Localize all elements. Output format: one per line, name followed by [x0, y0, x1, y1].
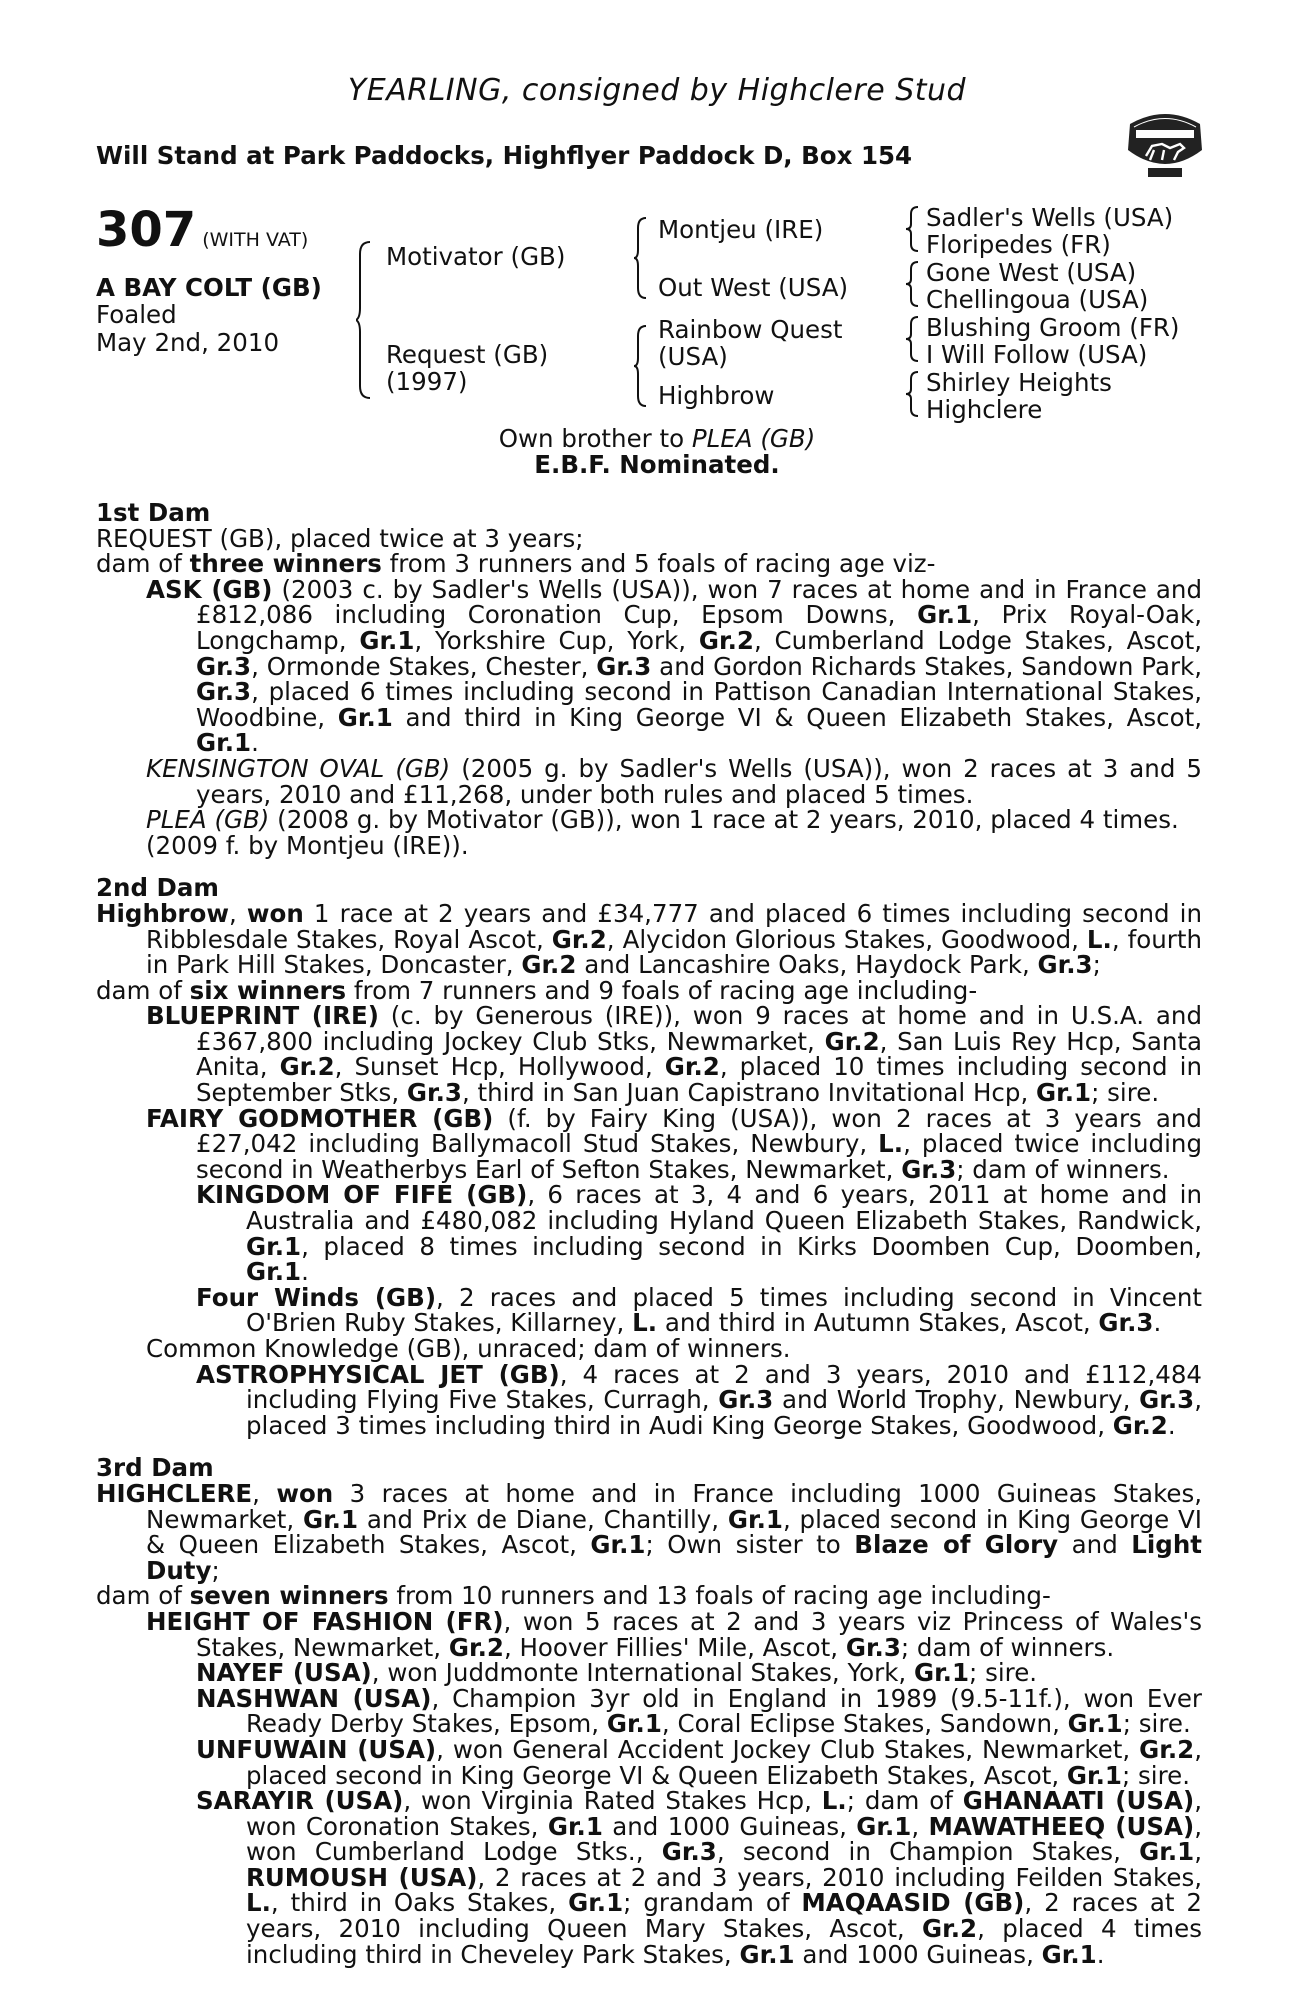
text-run: SARAYIR (USA)	[196, 1786, 404, 1816]
pedigree-brace-3c	[906, 314, 920, 364]
text-run: ;	[211, 1555, 220, 1585]
record-paragraph	[96, 1788, 1202, 1967]
sibling-notes	[0, 426, 1314, 478]
text-run: , fourth in Park Hill Stakes, Doncaster,	[146, 924, 1202, 980]
text-run: Gr.1	[568, 1888, 624, 1918]
text-run: , Yorkshire Cup, York,	[414, 625, 699, 655]
text-run: ; sire.	[1121, 1760, 1190, 1790]
text-run: Gr.1	[1041, 1939, 1097, 1969]
text-run: UNFUWAIN (USA)	[196, 1734, 437, 1764]
text-run: , Coral Eclipse Stakes, Sandown,	[661, 1709, 1068, 1739]
text-run: , Prix Royal-Oak, Longchamp,	[196, 600, 1202, 655]
text-run: , 4 races at 2 and 3 years, 2010 and £112,484 including Flying Five Stakes, Curragh,	[246, 1359, 1202, 1415]
own-brother-note	[0, 426, 1314, 452]
text-run: , placed 6 times including second in Pattison Canadian International Stakes, Woodbine,	[196, 677, 1202, 732]
dam-section	[96, 500, 1202, 858]
text-run: Gr.1	[337, 702, 393, 732]
text-run: Gr.3	[1098, 1308, 1154, 1338]
text-run: from 3 runners and 5 foals of racing age viz-	[381, 549, 936, 579]
pedigree-dam-dam-dam: Highclere	[926, 395, 1043, 424]
text-run: Gr.3	[196, 677, 252, 707]
text-run: and World Trophy, Newbury,	[773, 1385, 1140, 1415]
text-run: Gr.1	[246, 1231, 302, 1261]
record-paragraph	[96, 1734, 1202, 1790]
text-run: , won Cumberland Lodge Stks.,	[246, 1811, 1202, 1867]
text-run: , 2 races at 2 and 3 years, 2010 including Feilden Stakes,	[477, 1862, 1202, 1892]
text-run: REQUEST (GB), placed twice at 3 years;	[96, 523, 584, 553]
text-run: L.	[878, 1129, 904, 1159]
section-heading: 2nd Dam	[96, 873, 219, 903]
text-run: .	[1153, 1308, 1162, 1338]
text-run: , Ormonde Stakes, Chester,	[251, 651, 597, 681]
text-run: ,	[1194, 1837, 1202, 1867]
section-heading: 1st Dam	[96, 498, 211, 527]
text-run: and Lancashire Oaks, Haydock Park,	[576, 950, 1038, 980]
text-run: ; sire.	[969, 1658, 1038, 1688]
text-run: , won Juddmonte International Stakes, York,	[371, 1658, 914, 1688]
record-paragraph	[96, 574, 1203, 758]
text-run: (2008 g. by Motivator (GB)), won 1 race at 2 years, 2010, placed 4 times.	[269, 805, 1179, 835]
text-run: ,	[228, 898, 247, 928]
text-run: .	[251, 728, 259, 758]
pedigree-dam-year: (1997)	[386, 367, 468, 396]
text-run: and third in Autumn Stakes, Ascot,	[657, 1308, 1099, 1338]
text-run: ,	[252, 1478, 277, 1508]
text-run: Highbrow	[96, 898, 229, 928]
record-paragraph	[96, 807, 1202, 833]
dam-section	[96, 875, 1202, 1438]
text-run: PLEA (GB)	[146, 805, 270, 835]
text-run: Gr.1	[302, 1504, 359, 1534]
text-run: , Cumberland Lodge Stakes, Ascot,	[753, 625, 1202, 655]
record-paragraph	[96, 830, 1202, 860]
text-run: , placed second in King George VI & Queen Elizabeth Stakes, Ascot,	[246, 1734, 1202, 1790]
page-title: YEARLING, consigned by Highclere Stud	[347, 73, 967, 108]
text-run: ; sire.	[1122, 1709, 1191, 1739]
text-run: , won 5 races at 2 and 3 years viz Princess of Wales's Stakes, Newmarket,	[196, 1606, 1202, 1662]
text-run: Gr.1	[856, 1811, 912, 1841]
text-run: 3 races at home and in France including 1000 Guineas Stakes, Newmarket,	[146, 1478, 1203, 1534]
pedigree-brace-dam	[634, 324, 648, 408]
pedigree-dam-sire-dam: I Will Follow (USA)	[926, 340, 1148, 369]
pedigree-dam	[386, 341, 548, 395]
dam-section	[96, 1455, 1202, 1967]
text-run: Gr.1	[1067, 1709, 1123, 1739]
pedigree-dam-name: Request (GB)	[386, 340, 549, 369]
text-run: Gr.1	[913, 1658, 970, 1688]
record-paragraph	[96, 753, 1202, 809]
text-run: GHANAATI (USA)	[962, 1786, 1195, 1816]
text-run: Gr.1	[606, 1709, 662, 1739]
text-run: Gr.3	[661, 1837, 717, 1867]
text-run: L.	[632, 1308, 658, 1338]
pedigree-sire-dam-sire: Gone West (USA)	[926, 258, 1137, 287]
record-paragraph	[96, 1103, 1202, 1184]
ebf-nominated: E.B.F. Nominated.	[534, 450, 780, 479]
record-paragraph	[96, 1478, 1203, 1585]
foaled-label: Foaled	[96, 300, 177, 329]
pedigree-gen3-a	[926, 204, 1173, 258]
lot-number: 307	[96, 202, 197, 258]
text-run: Gr.1	[547, 1811, 603, 1841]
text-run: Gr.2	[824, 1026, 880, 1056]
text-run: Gr.1	[359, 625, 415, 655]
text-run: six winners	[189, 975, 347, 1005]
text-run: ASTROPHYSICAL JET (GB)	[196, 1359, 560, 1389]
text-run: Gr.3	[845, 1632, 901, 1662]
text-run: L.	[1086, 924, 1112, 954]
text-run: (f. by Fairy King (USA)), won 2 races at 3 years and £27,042 including Ballymacoll Stud Stakes, Newbury,	[196, 1103, 1202, 1159]
record-paragraph	[96, 1683, 1202, 1739]
text-run: L.	[821, 1786, 847, 1816]
pedigree-sire-dam: Out West (USA)	[658, 273, 849, 302]
text-run: L.	[246, 1888, 271, 1918]
record-paragraph	[96, 1001, 1202, 1108]
yearling-bonus-badge-icon	[1124, 98, 1206, 184]
text-run: , placed second in King George VI & Queen Elizabeth Stakes, Ascot,	[146, 1504, 1203, 1560]
text-run: ; grandam of	[623, 1888, 802, 1918]
pedigree-dam-dam-sire: Shirley Heights	[926, 368, 1112, 397]
pedigree-gen3-c	[926, 314, 1180, 368]
text-run: .	[301, 1257, 309, 1287]
text-run: ; dam of	[846, 1786, 963, 1816]
text-run: , Champion 3yr old in England in 1989 (9.5-11f.), won Ever Ready Derby Stakes, Epsom,	[246, 1683, 1202, 1739]
text-run: Gr.3	[1139, 1385, 1195, 1415]
text-run: Gr.1	[590, 1530, 646, 1560]
foaled-info	[96, 302, 279, 358]
text-run: ; dam of winners.	[900, 1632, 1115, 1662]
pedigree-brace-gen1	[356, 240, 372, 400]
text-run: Gr.2	[279, 1052, 335, 1082]
text-run: Gr.2	[521, 950, 577, 980]
pedigree-gen3-b	[926, 259, 1148, 313]
text-run: Gr.1	[246, 1257, 302, 1287]
text-run: (2003 c. by Sadler's Wells (USA)), won 7 races at home and in France and £812,086 including Coronation Cup, Epsom Downs,	[196, 574, 1202, 630]
record-paragraph	[96, 898, 1202, 980]
text-run: .	[1167, 1410, 1176, 1440]
text-run: , 2 races at 2 years, 2010 including Queen Mary Stakes, Ascot,	[246, 1888, 1202, 1944]
text-run: Gr.2	[664, 1052, 720, 1082]
text-run: , won General Accident Jockey Club Stakes, Newmarket,	[436, 1734, 1140, 1764]
text-run: , won Virginia Rated Stakes Hcp,	[403, 1786, 822, 1816]
section-heading: 3rd Dam	[96, 1453, 214, 1483]
text-run: Gr.2	[448, 1632, 504, 1662]
text-run: (c. by Generous (IRE)), won 9 races at home and in U.S.A. and £367,800 including Jockey Club Stks, Newmarket,	[196, 1001, 1202, 1056]
text-run: , San Luis Rey Hcp, Santa Anita,	[196, 1026, 1202, 1082]
record-paragraph	[96, 1660, 1202, 1686]
text-run: BLUEPRINT (IRE)	[146, 1001, 379, 1031]
text-run: , placed 8 times including second in Kirks Doomben Cup, Doomben,	[301, 1231, 1202, 1261]
text-run: Gr.2	[1139, 1734, 1195, 1764]
text-run: Light Duty	[146, 1530, 1202, 1585]
text-run: (2005 g. by Sadler's Wells (USA)), won 2 races at 3 and 5 years, 2010 and £11,268, under both rules and placed 5 times.	[196, 753, 1202, 809]
pedigree-sire-sire: Montjeu (IRE)	[658, 215, 824, 244]
text-run: (2009 f. by Montjeu (IRE)).	[146, 830, 469, 860]
text-run: Gr.2	[698, 625, 754, 655]
text-run: , placed 10 times including second in September Stks,	[196, 1052, 1202, 1108]
pedigree-brace-3b	[906, 259, 920, 309]
text-run: , Sunset Hcp, Hollywood,	[334, 1052, 665, 1082]
own-brother-prefix: Own brother to	[498, 424, 692, 453]
text-run: , 6 races at 3, 4 and 6 years, 2011 at home and in Australia and £480,082 including Hyland Queen Elizabeth Stakes, Randwick,	[246, 1180, 1202, 1236]
text-run: and 1000 Guineas,	[794, 1939, 1042, 1969]
text-run: won	[246, 898, 304, 928]
pedigree-sire: Motivator (GB)	[386, 242, 566, 271]
text-run: dam of	[96, 1581, 190, 1611]
record-paragraph	[96, 1606, 1202, 1662]
text-run: Four Winds (GB)	[196, 1282, 437, 1312]
text-run: Gr.3	[1037, 950, 1093, 980]
text-run: , placed 3 times including third in Audi King George Stakes, Goodwood,	[246, 1385, 1202, 1440]
text-run: Gr.1	[1139, 1837, 1195, 1867]
text-run: ;	[1092, 950, 1101, 980]
text-run: Gr.1	[1036, 1078, 1092, 1108]
record-paragraph	[96, 975, 1202, 1005]
text-run: dam of	[96, 975, 190, 1005]
text-run: Gr.3	[406, 1078, 462, 1108]
text-run: .	[1096, 1939, 1105, 1969]
pedigree-brace-sire	[634, 216, 648, 300]
text-run: Gr.2	[551, 924, 607, 954]
pedigree-dam-sire	[658, 316, 842, 370]
text-run: , second in Champion Stakes,	[716, 1837, 1140, 1867]
text-run: from 7 runners and 9 foals of racing age including-	[346, 975, 978, 1005]
text-run: ; Own sister to	[645, 1530, 855, 1560]
pedigree-dam-dam: Highbrow	[658, 381, 775, 410]
text-run: KINGDOM OF FIFE (GB)	[196, 1180, 528, 1210]
pedigree-brace-3d	[906, 369, 920, 419]
text-run: NAYEF (USA)	[196, 1658, 372, 1688]
text-run: and third in King George VI & Queen Elizabeth Stakes, Ascot,	[392, 702, 1202, 732]
vat-label: (WITH VAT)	[202, 229, 309, 251]
text-run: Gr.2	[922, 1914, 978, 1944]
record-paragraph	[96, 551, 1202, 577]
text-run: Blaze of Glory	[854, 1530, 1059, 1560]
text-run: seven winners	[189, 1581, 389, 1611]
pedigree-dam-sire-origin: (USA)	[658, 342, 728, 371]
text-run: Gr.1	[196, 728, 252, 758]
text-run: , Hoover Fillies' Mile, Ascot,	[503, 1632, 846, 1662]
pedigree-sire-sire-sire: Sadler's Wells (USA)	[926, 203, 1174, 232]
text-run: ,	[911, 1811, 929, 1841]
pedigree-sire-dam-dam: Chellingoua (USA)	[926, 285, 1149, 314]
text-run: and Gordon Richards Stakes, Sandown Park,	[651, 651, 1203, 681]
text-run: NASHWAN (USA)	[196, 1683, 432, 1713]
record-paragraph	[96, 1282, 1202, 1338]
record-paragraph	[96, 1359, 1202, 1440]
text-run: Gr.3	[596, 651, 652, 681]
text-run: ASK (GB)	[146, 574, 273, 604]
text-run: , third in Oaks Stakes,	[270, 1888, 569, 1918]
text-run: , Alycidon Glorious Stakes, Goodwood,	[606, 924, 1087, 954]
text-run: Gr.1	[917, 600, 973, 630]
text-run: Gr.3	[196, 651, 252, 681]
text-run: MAWATHEEQ (USA)	[928, 1811, 1195, 1841]
record-paragraph	[96, 523, 1202, 553]
record-paragraph	[96, 1583, 1202, 1609]
text-run: HIGHCLERE	[96, 1478, 253, 1508]
text-run: , placed twice including second in Weatherbys Earl of Sefton Stakes, Newmarket,	[196, 1129, 1202, 1184]
text-run: and Prix de Diane, Chantilly,	[358, 1504, 728, 1534]
pedigree-gen3-d	[926, 369, 1112, 423]
text-run: Gr.2	[1112, 1410, 1168, 1440]
text-run: from 10 runners and 13 foals of racing age including-	[388, 1581, 1051, 1611]
text-run: Gr.3	[718, 1385, 774, 1415]
lot-header	[96, 202, 309, 258]
horse-name: A BAY COLT (GB)	[96, 273, 322, 302]
text-run: won	[276, 1478, 334, 1508]
text-run: , placed 4 times including third in Cheveley Park Stakes,	[246, 1914, 1202, 1969]
text-run: RUMOUSH (USA)	[246, 1862, 478, 1892]
text-run: MAQAASID (GB)	[801, 1888, 1025, 1918]
text-run: KENSINGTON OVAL (GB)	[146, 753, 451, 783]
pedigree-dam-sire-name: Rainbow Quest	[658, 315, 843, 344]
pedigree-dam-sire-sire: Blushing Groom (FR)	[926, 313, 1180, 342]
text-run: , won Coronation Stakes,	[246, 1786, 1202, 1841]
text-run: Common Knowledge (GB), unraced; dam of winners.	[146, 1334, 791, 1363]
text-run: Gr.1	[727, 1504, 783, 1534]
pedigree-brace-3a	[906, 204, 920, 254]
own-brother-horse: PLEA (GB)	[691, 424, 816, 453]
text-run: , 2 races and placed 5 times including second in Vincent O'Brien Ruby Stakes, Killarney,	[246, 1282, 1202, 1338]
text-run: three winners	[189, 549, 382, 579]
text-run: Gr.1	[1066, 1760, 1122, 1790]
text-run: 1 race at 2 years and £34,777 and placed 6 times including second in Ribblesdale Stakes, Royal Ascot,	[146, 898, 1202, 954]
text-run: ; dam of winners.	[956, 1154, 1170, 1184]
stand-location: Will Stand at Park Paddocks, Highflyer Paddock D, Box 154	[96, 141, 913, 170]
pedigree-sire-sire-dam: Floripedes (FR)	[926, 230, 1111, 259]
record-paragraph	[96, 1336, 1202, 1362]
catalogue-body	[96, 500, 1202, 1967]
text-run: and	[1058, 1530, 1132, 1560]
record-paragraph	[96, 1180, 1202, 1287]
foaled-date: May 2nd, 2010	[96, 328, 280, 357]
text-run: HEIGHT OF FASHION (FR)	[146, 1606, 504, 1636]
text-run: FAIRY GODMOTHER (GB)	[146, 1103, 494, 1133]
text-run: and 1000 Guineas,	[602, 1811, 857, 1841]
text-run: dam of	[96, 549, 190, 579]
text-run: ; sire.	[1091, 1078, 1160, 1108]
text-run: Gr.1	[739, 1939, 795, 1969]
text-run: , third in San Juan Capistrano Invitational Hcp,	[461, 1078, 1037, 1108]
text-run: Gr.3	[901, 1154, 957, 1184]
